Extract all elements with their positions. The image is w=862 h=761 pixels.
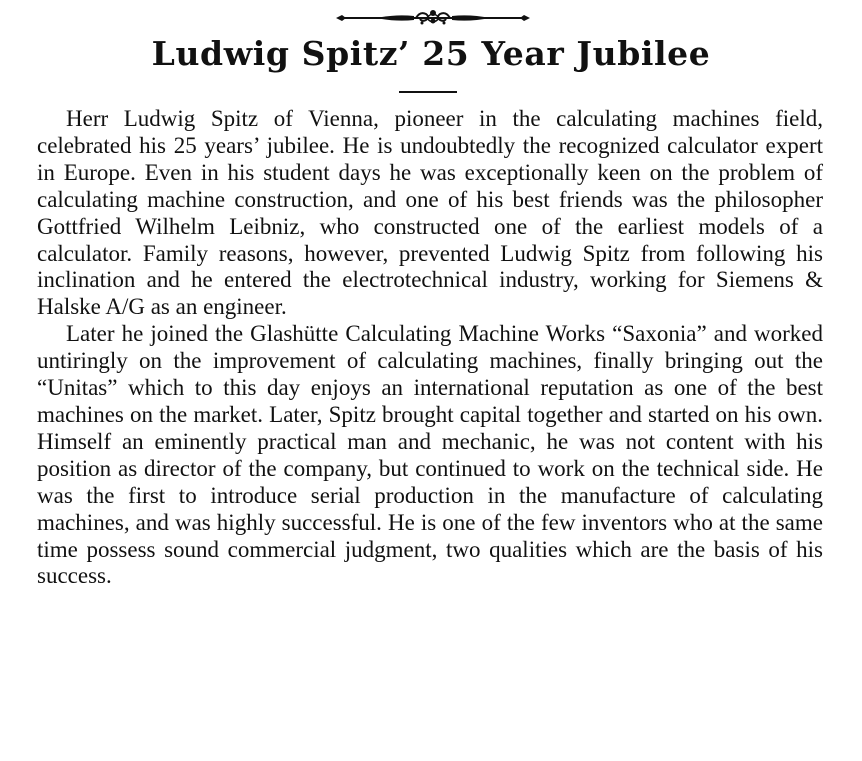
paragraph-1: Herr Ludwig Spitz of Vienna, pioneer in the calculating machines field, celebrated his 25 years’ jubilee. He is undoubtedly the recognized calculator expert in Europe. Even in his student days he was exceptionally keen on the problem of calculating machine construction, and one of his best friends was the philosopher Gottfried Wilhelm Leibniz, who constructed one of the earliest models of a calculator. Family reasons, however, prevented Ludwig Spitz from following his inclination and he entered the electrotechnical industry, working for Siemens & Halske A/G as an engineer.: [37, 106, 823, 320]
title-divider: [399, 91, 457, 93]
paragraph-2: Later he joined the Glashütte Calculating Machine Works “Saxonia” and worked untiringly on the improvement of calculating machines, finally bringing out the “Unitas” which to this day enjoys an international reputation as one of the best machines on the market. Later, Spitz brought capital together and started on his own. Himself an eminently practical man and mechanic, he was not content with his position as director of the company, but continued to work on the technical side. He was the first to introduce serial production in the manufacture of calculating machines, and was highly successful. He is one of the few inventors who at the same time possess sound commercial judgment, two qualities which are the basis of his success.: [37, 321, 823, 589]
article-body: [37, 106, 823, 590]
scroll-ornament-icon: [336, 8, 530, 28]
article-title: Ludwig Spitz’ 25 Year Jubilee: [151, 34, 711, 73]
